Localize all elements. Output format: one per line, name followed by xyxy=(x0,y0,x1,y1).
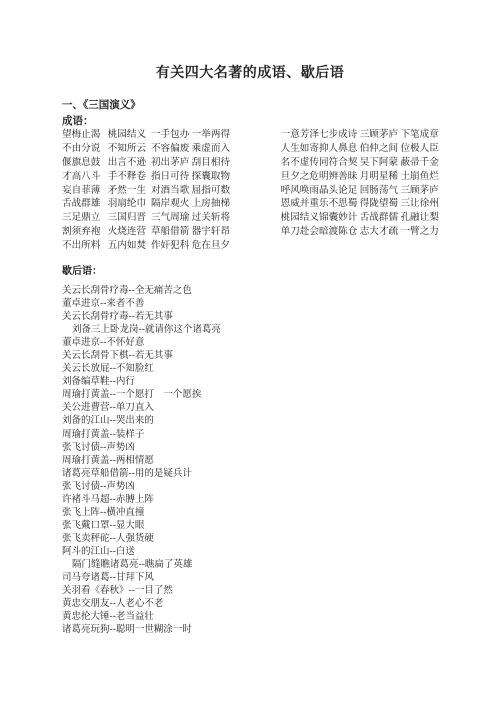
idiom-cell: 一手包办 xyxy=(150,129,190,140)
xiehouyu-item: 诸葛亮玩狗--聪明一世糊涂一时 xyxy=(62,624,192,636)
idiom-cell: 伯仲之间 xyxy=(359,142,399,154)
xiehouyu-item: 刘备的江山--哭出来的 xyxy=(62,415,154,427)
idiom-cell: 乘虚而入 xyxy=(191,142,231,154)
xiehouyu-item: 关云长放屁--不知脸红 xyxy=(62,363,154,375)
xiehouyu-heading: 歇后语： xyxy=(62,266,102,277)
idiom-cell: 手不释卷 xyxy=(107,170,147,182)
idiom-cell: 暗渡陈仓 xyxy=(318,226,358,238)
idiom-row xyxy=(62,225,442,239)
idiom-cell: 隔岸观火 xyxy=(150,198,190,210)
xiehouyu-item: 张飞戴口罩--显大眼 xyxy=(62,519,145,531)
idiom-cell: 过关斩将 xyxy=(191,212,231,224)
xiehouyu-item: 刘备三上卧龙岗--就请你这个诸葛亮 xyxy=(72,324,221,336)
xiehouyu-list xyxy=(62,284,462,636)
idiom-cell: 火烧连营 xyxy=(107,226,147,238)
idiom-cell: 孔融让梨 xyxy=(400,212,439,224)
xiehouyu-item: 周瑜打黄盖--两相情愿 xyxy=(62,454,154,466)
idiom-cell: 探囊取物 xyxy=(191,170,231,182)
idiom-row xyxy=(62,142,442,156)
idiom-cell: 恩威并重 xyxy=(280,198,319,210)
xiehouyu-item: 关云长刮骨疗毒--全无痛苦之色 xyxy=(62,285,192,296)
idiom-cell: 才高八斗 xyxy=(62,170,101,182)
idiom-cell: 指日可待 xyxy=(150,170,190,182)
xiehouyu-item: 张飞讨债--声势凶 xyxy=(62,480,135,492)
idiom-row xyxy=(62,239,442,253)
xiehouyu-item: 张飞讨债--声势凶 xyxy=(62,441,135,453)
idiom-cell: 三气周瑜 xyxy=(150,212,190,224)
idiom-cell: 对酒当歌 xyxy=(150,184,190,196)
xiehouyu-item: 周瑜打黄盖--装样子 xyxy=(62,428,145,440)
xiehouyu-item: 关公进曹营--单刀直入 xyxy=(62,402,154,414)
xiehouyu-item: 黄忠抡大锤--老当益壮 xyxy=(62,611,154,623)
xiehouyu-item: 周瑜打黄盖--一个愿打 一个愿挨 xyxy=(62,389,202,401)
idiom-cell: 不由分说 xyxy=(62,142,101,154)
idiom-cell: 三顾茅庐 xyxy=(359,129,399,140)
xiehouyu-item: 诸葛亮草船借箭--用的是疑兵计 xyxy=(62,467,192,479)
idiom-cell: 桃园结义 xyxy=(280,212,319,224)
idiom-cell: 回肠荡气 xyxy=(359,184,399,196)
idiom-cell: 不容偏废 xyxy=(150,142,190,154)
xiehouyu-item: 董卓进京--来者不善 xyxy=(62,298,145,310)
idiom-cell: 一举两得 xyxy=(191,129,231,140)
idiom-cell: 妄自菲薄 xyxy=(62,184,101,196)
xiehouyu-item: 董卓进京--不怀好意 xyxy=(62,337,145,349)
xiehouyu-item: 张飞卖秤砣--人强货硬 xyxy=(62,532,154,544)
idiom-cell: 舌战群雄 xyxy=(62,198,101,210)
idiom-cell: 作奸犯科 xyxy=(150,240,190,252)
xiehouyu-item: 许褚斗马超--赤膊上阵 xyxy=(62,493,154,505)
xiehouyu-item: 阿斗的江山--白送 xyxy=(62,545,135,557)
idiom-cell: 一意芳泽 xyxy=(280,129,319,140)
idiom-cell: 明辨善昧 xyxy=(318,170,358,182)
idiom-cell: 五内如焚 xyxy=(107,240,147,252)
idiom-row xyxy=(62,197,442,211)
idiom-cell: 割须弃袍 xyxy=(62,226,101,238)
idiom-cell: 舌战群儒 xyxy=(359,212,399,224)
idiom-row xyxy=(62,211,442,225)
idiom-cell: 一臂之力 xyxy=(400,226,439,238)
xiehouyu-item: 隔门缝瞧诸葛亮--瞧扁了英雄 xyxy=(72,558,193,570)
idiom-cell xyxy=(281,239,319,253)
idiom-cell: 偃旗息鼓 xyxy=(62,156,101,168)
idiom-cell: 单刀赴会 xyxy=(280,226,319,238)
idiom-cell: 位极人臣 xyxy=(400,142,439,154)
idiom-row xyxy=(62,156,442,170)
idiom-row xyxy=(62,128,442,142)
idiom-cell xyxy=(360,239,401,253)
idiom-cell: 七步成诗 xyxy=(318,129,358,140)
idiom-cell: 初出茅庐 xyxy=(150,156,190,168)
idiom-cell: 三让徐州 xyxy=(400,198,439,210)
idiom-cell: 器宇轩昂 xyxy=(191,226,231,238)
idiom-cell: 望梅止渴 xyxy=(62,129,101,140)
idiom-cell xyxy=(400,239,442,253)
xiehouyu-item: 关云长刮骨下棋--若无其事 xyxy=(62,350,173,362)
idiom-cell: 抑人鼻息 xyxy=(318,142,358,154)
idiom-cell: 刮目相待 xyxy=(191,156,231,168)
idiom-cell xyxy=(319,239,360,253)
idiom-cell: 桃园结义 xyxy=(107,129,147,140)
idiom-cell: 人生如寄 xyxy=(280,142,319,154)
idiom-cell: 上房抽梯 xyxy=(191,198,231,210)
idiom-row xyxy=(62,170,442,184)
idiom-cell: 乐不思蜀 xyxy=(318,198,358,210)
idiom-cell: 三国归晋 xyxy=(107,212,147,224)
xiehouyu-item: 刘备编草鞋--内行 xyxy=(62,376,135,388)
idiom-cell: 旦夕之危 xyxy=(280,170,319,182)
idiom-cell: 出言不逊 xyxy=(107,156,147,168)
idiom-cell: 名不虚传 xyxy=(280,156,319,168)
idiom-cell: 蔽帚千金 xyxy=(400,156,439,168)
idiom-grid xyxy=(62,128,442,253)
idiom-cell: 同符合契 xyxy=(318,156,358,168)
idiom-cell: 锦囊妙计 xyxy=(318,212,358,224)
idiom-cell: 呼风唤雨 xyxy=(280,184,319,196)
xiehouyu-item: 关羽看《春秋》--一目了然 xyxy=(62,585,173,597)
idiom-cell: 不知所云 xyxy=(107,142,147,154)
xiehouyu-item: 黄忠交朋友--人老心不老 xyxy=(62,598,164,610)
xiehouyu-item: 关云长刮骨疗毒--若无其事 xyxy=(62,311,173,323)
idiom-cell: 三顾茅庐 xyxy=(400,184,439,196)
idioms-heading: 成语： xyxy=(62,115,94,127)
idiom-cell: 三足鼎立 xyxy=(62,212,101,224)
idiom-cell: 不出所料 xyxy=(62,240,101,252)
idiom-cell: 吴下阿蒙 xyxy=(359,156,399,168)
section-heading: 一、《三国演义》 xyxy=(62,99,141,111)
idiom-cell: 得陇望蜀 xyxy=(359,198,399,210)
idiom-cell: 晶头论足 xyxy=(318,184,358,196)
idiom-cell: 志大才疏 xyxy=(359,226,399,238)
idiom-cell: 矛然一生 xyxy=(107,184,147,196)
idiom-cell: 月明星稀 xyxy=(359,170,399,182)
idiom-cell: 土崩鱼烂 xyxy=(400,170,439,182)
document-title: 有关四大名著的成语、歇后语 xyxy=(155,65,345,81)
idiom-cell: 羽扇纶巾 xyxy=(107,198,147,210)
idiom-cell: 草船借箭 xyxy=(150,226,190,238)
xiehouyu-item: 司马夸诸葛--甘拜下风 xyxy=(62,572,154,584)
idiom-cell: 危在旦夕 xyxy=(191,240,231,252)
xiehouyu-item: 张飞上阵--横冲直撞 xyxy=(62,506,145,518)
idiom-row xyxy=(62,184,442,198)
idiom-cell: 屈指可数 xyxy=(191,184,231,196)
idiom-cell: 下笔成章 xyxy=(400,129,439,140)
